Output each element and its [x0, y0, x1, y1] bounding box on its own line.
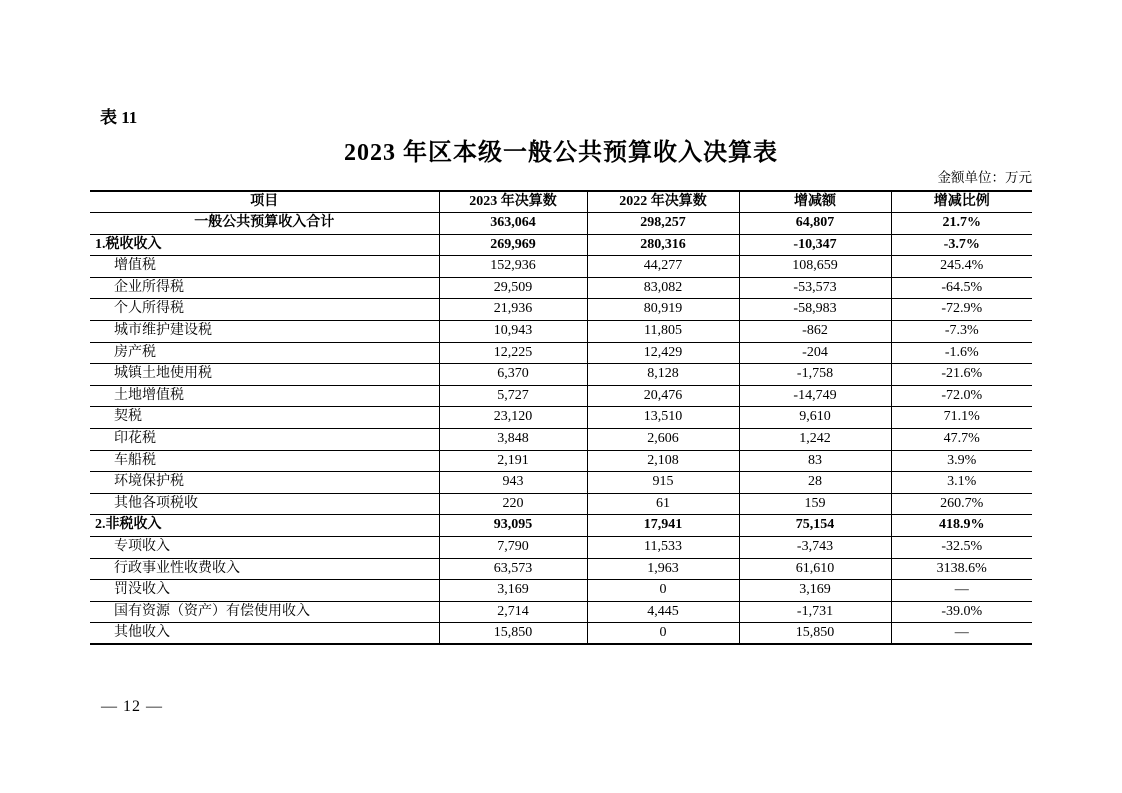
value-2023-cell: 943	[439, 472, 587, 494]
table-label: 表 11	[100, 108, 138, 127]
change-amount-cell: -10,347	[739, 234, 891, 256]
value-2023-cell: 12,225	[439, 342, 587, 364]
table-row	[90, 429, 1032, 451]
value-2023-cell: 93,095	[439, 515, 587, 537]
header-row	[90, 191, 1032, 213]
item-cell: 环境保护税	[90, 472, 439, 494]
value-2023-cell: 21,936	[439, 299, 587, 321]
item-cell: 2.非税收入	[90, 515, 439, 537]
change-pct-cell: 21.7%	[891, 213, 1032, 235]
change-pct-cell: —	[891, 623, 1032, 645]
change-pct-cell: 245.4%	[891, 256, 1032, 278]
change-amount-cell: -14,749	[739, 385, 891, 407]
change-amount-cell: 61,610	[739, 558, 891, 580]
change-pct-cell: 418.9%	[891, 515, 1032, 537]
item-cell: 土地增值税	[90, 385, 439, 407]
table-row	[90, 213, 1032, 235]
change-pct-cell: 3.9%	[891, 450, 1032, 472]
table-row	[90, 407, 1032, 429]
table-row	[90, 299, 1032, 321]
value-2023-cell: 23,120	[439, 407, 587, 429]
page-title: 2023 年区本级一般公共预算收入决算表	[344, 140, 778, 166]
item-cell: 专项收入	[90, 537, 439, 559]
value-2022-cell: 0	[587, 623, 739, 645]
item-cell: 城镇土地使用税	[90, 364, 439, 386]
item-cell: 契税	[90, 407, 439, 429]
change-pct-cell: 3138.6%	[891, 558, 1032, 580]
table-row	[90, 234, 1032, 256]
table-row	[90, 623, 1032, 645]
change-amount-cell: 9,610	[739, 407, 891, 429]
change-pct-cell: -21.6%	[891, 364, 1032, 386]
value-2023-cell: 29,509	[439, 277, 587, 299]
change-pct-cell: -72.0%	[891, 385, 1032, 407]
value-2023-cell: 5,727	[439, 385, 587, 407]
table-row	[90, 493, 1032, 515]
change-amount-cell: -53,573	[739, 277, 891, 299]
change-pct-cell: -7.3%	[891, 321, 1032, 343]
page-number: — 12 —	[101, 698, 163, 715]
value-2022-cell: 2,108	[587, 450, 739, 472]
change-pct-cell: -32.5%	[891, 537, 1032, 559]
value-2022-cell: 80,919	[587, 299, 739, 321]
item-cell: 行政事业性收费收入	[90, 558, 439, 580]
change-amount-cell: 83	[739, 450, 891, 472]
table-row	[90, 321, 1032, 343]
value-2022-cell: 13,510	[587, 407, 739, 429]
change-amount-cell: 159	[739, 493, 891, 515]
table-row	[90, 558, 1032, 580]
change-amount-cell: -1,731	[739, 601, 891, 623]
change-amount-cell: 15,850	[739, 623, 891, 645]
value-2022-cell: 0	[587, 580, 739, 602]
value-2023-cell: 2,714	[439, 601, 587, 623]
change-pct-cell: -64.5%	[891, 277, 1032, 299]
change-pct-cell: -72.9%	[891, 299, 1032, 321]
change-pct-cell: —	[891, 580, 1032, 602]
item-cell: 罚没收入	[90, 580, 439, 602]
table-row	[90, 277, 1032, 299]
value-2022-cell: 298,257	[587, 213, 739, 235]
table-row	[90, 342, 1032, 364]
value-2023-cell: 10,943	[439, 321, 587, 343]
header-2022: 2022 年决算数	[587, 191, 739, 213]
change-pct-cell: -3.7%	[891, 234, 1032, 256]
change-pct-cell: -1.6%	[891, 342, 1032, 364]
value-2022-cell: 280,316	[587, 234, 739, 256]
change-pct-cell: 47.7%	[891, 429, 1032, 451]
change-amount-cell: -58,983	[739, 299, 891, 321]
value-2023-cell: 152,936	[439, 256, 587, 278]
change-amount-cell: -1,758	[739, 364, 891, 386]
item-cell: 车船税	[90, 450, 439, 472]
change-pct-cell: 260.7%	[891, 493, 1032, 515]
value-2022-cell: 915	[587, 472, 739, 494]
change-amount-cell: 3,169	[739, 580, 891, 602]
change-amount-cell: -204	[739, 342, 891, 364]
change-pct-cell: 3.1%	[891, 472, 1032, 494]
table-row	[90, 472, 1032, 494]
table-header	[90, 191, 1032, 213]
value-2022-cell: 4,445	[587, 601, 739, 623]
table-row	[90, 385, 1032, 407]
value-2023-cell: 7,790	[439, 537, 587, 559]
table-row	[90, 601, 1032, 623]
item-cell: 个人所得税	[90, 299, 439, 321]
item-cell: 其他各项税收	[90, 493, 439, 515]
value-2022-cell: 2,606	[587, 429, 739, 451]
value-2023-cell: 15,850	[439, 623, 587, 645]
change-amount-cell: 28	[739, 472, 891, 494]
item-cell: 1.税收收入	[90, 234, 439, 256]
change-amount-cell: 75,154	[739, 515, 891, 537]
value-2022-cell: 11,805	[587, 321, 739, 343]
value-2022-cell: 61	[587, 493, 739, 515]
table-row	[90, 515, 1032, 537]
item-cell: 国有资源（资产）有偿使用收入	[90, 601, 439, 623]
item-cell: 城市维护建设税	[90, 321, 439, 343]
change-amount-cell: -3,743	[739, 537, 891, 559]
table-body	[90, 213, 1032, 645]
item-cell: 其他收入	[90, 623, 439, 645]
item-cell: 增值税	[90, 256, 439, 278]
value-2023-cell: 2,191	[439, 450, 587, 472]
value-2022-cell: 1,963	[587, 558, 739, 580]
value-2022-cell: 20,476	[587, 385, 739, 407]
header-2023: 2023 年决算数	[439, 191, 587, 213]
header-item: 项目	[90, 191, 439, 213]
value-2023-cell: 3,169	[439, 580, 587, 602]
item-cell: 企业所得税	[90, 277, 439, 299]
item-cell: 印花税	[90, 429, 439, 451]
item-cell: 房产税	[90, 342, 439, 364]
unit-note: 金额单位：万元	[937, 170, 1032, 185]
value-2022-cell: 11,533	[587, 537, 739, 559]
change-amount-cell: 1,242	[739, 429, 891, 451]
value-2023-cell: 220	[439, 493, 587, 515]
value-2023-cell: 269,969	[439, 234, 587, 256]
header-change: 增减额	[739, 191, 891, 213]
value-2022-cell: 17,941	[587, 515, 739, 537]
change-amount-cell: 64,807	[739, 213, 891, 235]
budget-table	[90, 190, 1032, 645]
value-2023-cell: 3,848	[439, 429, 587, 451]
table-row	[90, 580, 1032, 602]
value-2022-cell: 44,277	[587, 256, 739, 278]
table-row	[90, 256, 1032, 278]
header-pct: 增减比例	[891, 191, 1032, 213]
value-2023-cell: 63,573	[439, 558, 587, 580]
change-amount-cell: 108,659	[739, 256, 891, 278]
change-pct-cell: -39.0%	[891, 601, 1032, 623]
table-row	[90, 364, 1032, 386]
value-2022-cell: 83,082	[587, 277, 739, 299]
value-2022-cell: 12,429	[587, 342, 739, 364]
value-2023-cell: 6,370	[439, 364, 587, 386]
value-2022-cell: 8,128	[587, 364, 739, 386]
change-pct-cell: 71.1%	[891, 407, 1032, 429]
table-row	[90, 537, 1032, 559]
value-2023-cell: 363,064	[439, 213, 587, 235]
item-cell: 一般公共预算收入合计	[90, 213, 439, 235]
change-amount-cell: -862	[739, 321, 891, 343]
table-row	[90, 450, 1032, 472]
